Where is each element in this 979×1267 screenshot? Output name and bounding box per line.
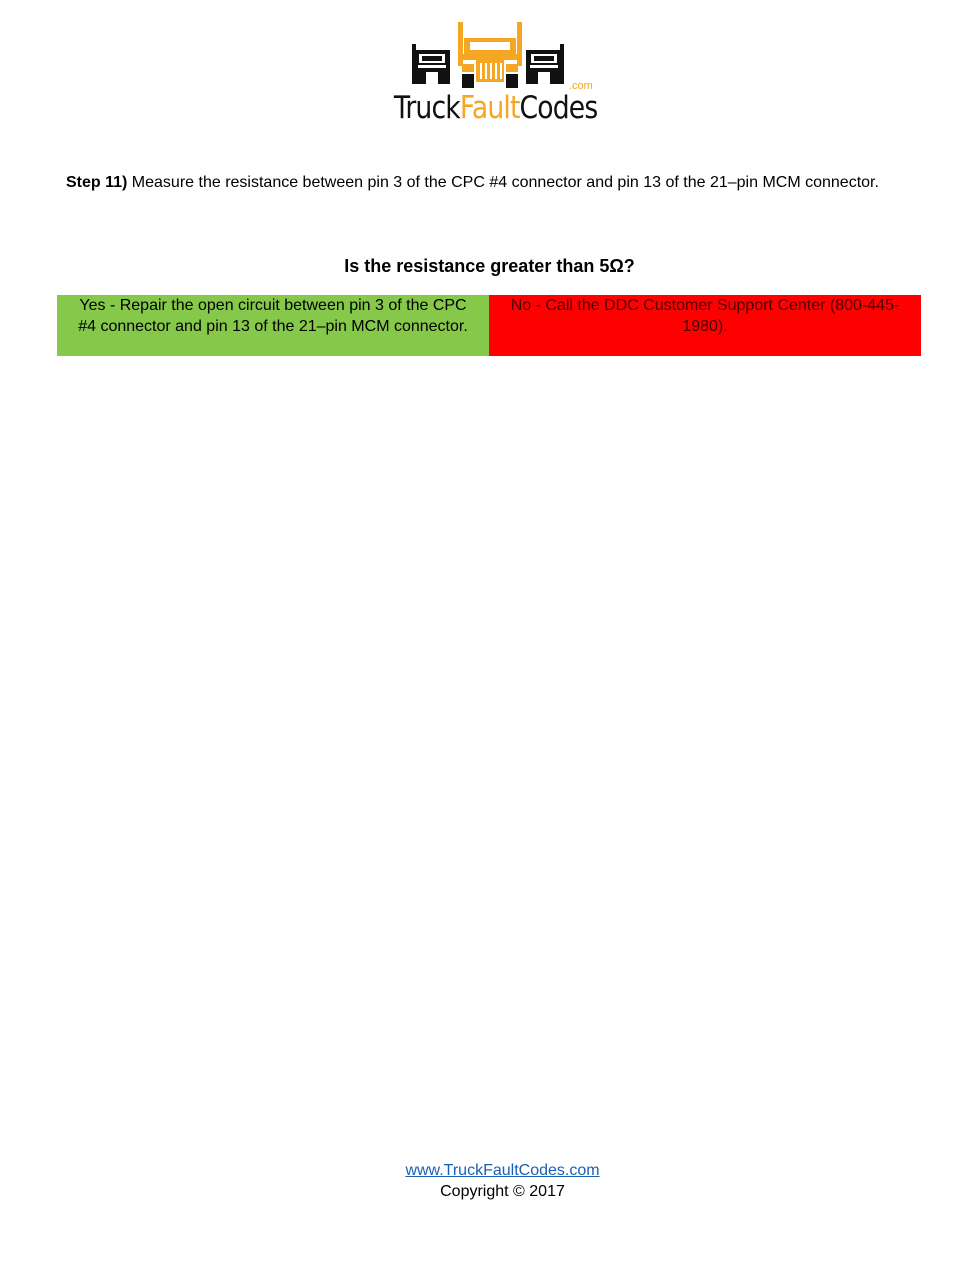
website-link[interactable]: www.TruckFaultCodes.com [405, 1162, 600, 1179]
copyright-text: Copyright © 2017 [440, 1183, 565, 1200]
step-label: Step 11) [66, 174, 128, 191]
answer-no: No - Call the DDC Customer Support Center (800-445-1980). [489, 295, 921, 356]
logo-word-fault: Fault [459, 90, 520, 126]
question-heading: Is the resistance greater than 5Ω? [344, 256, 635, 276]
step-text: Measure the resistance between pin 3 of the CPC #4 connector and pin 13 of the 21–pin MCM connector. [127, 174, 879, 191]
logo-wordmark [393, 88, 598, 128]
logo-word-truck: Truck [393, 90, 460, 126]
answer-table [57, 295, 921, 356]
logo-word-codes: Codes [519, 90, 598, 126]
truckfaultcodes-logo [378, 18, 604, 128]
logo-com-suffix: .com [569, 80, 593, 92]
step-instruction [66, 173, 906, 193]
page-footer [0, 1160, 979, 1202]
answer-yes: Yes - Repair the open circuit between pin 3 of the CPC #4 connector and pin 13 of the 21–pin MCM connector. [57, 295, 489, 356]
